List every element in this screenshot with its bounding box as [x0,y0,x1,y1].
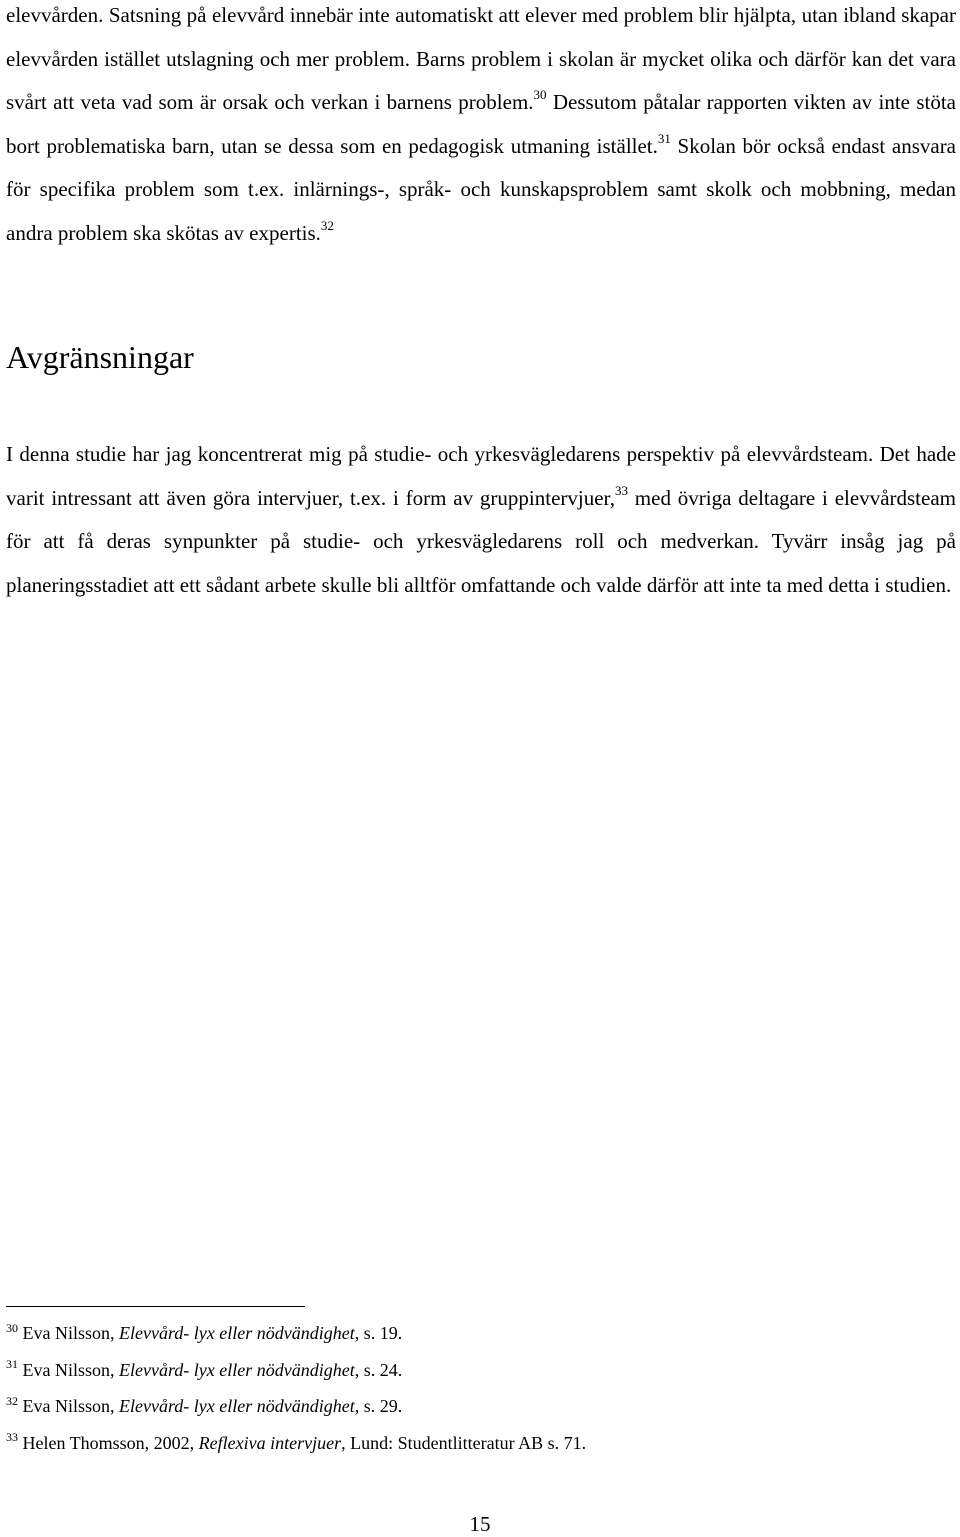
paragraph-text: med övriga deltagare i elevvårdsteam för att få deras synpunkter på studie- och yrkesvägledarens roll och medverkan. Tyvärr insåg jag på planeringsstadiet att ett sådant arbete skulle bli alltför omfattande och valde därför att inte ta med detta i studien. [6,485,956,597]
footnote-title: Elevvård- lyx eller nödvändighet [119,1323,355,1343]
paragraph-text: Dessutom påtalar rapporten vikten av inte stöta bort problematiska barn, utan se dessa som en pedagogisk utmaning istället. [6,90,956,158]
page-number: 15 [469,1512,491,1536]
footnote-title: Reflexiva intervjuer [198,1432,342,1453]
footnote-reference[interactable]: 30 [533,87,547,103]
footnote-item [6,1318,946,1355]
footnote-item [6,1428,946,1465]
footnote-detail: , s. 19. [354,1323,403,1343]
footnote-detail: , s. 29. [354,1396,403,1416]
footnote-reference[interactable]: 32 [320,217,334,233]
footnote-author: Eva Nilsson, [22,1359,119,1380]
footnote-number: 31 [6,1357,18,1372]
paragraph-text: I denna studie har jag koncentrerat mig på studie- och yrkesvägledarens perspektiv på elevvårdsteam. Det hade varit intressant att även göra intervjuer, t.ex. i form av gruppintervjuer, [6,442,956,510]
footnote-number: 33 [6,1430,18,1445]
footnote-item [6,1355,946,1392]
section-heading: Avgränsningar [6,339,194,375]
footnote-author: Eva Nilsson, [22,1396,119,1416]
footnote-reference[interactable]: 31 [657,130,671,146]
footnote-divider [6,1306,305,1307]
footnote-number: 32 [6,1393,18,1408]
footnote-detail: , Lund: Studentlitteratur AB s. 71. [341,1432,587,1453]
footnote-author: Helen Thomsson, 2002, [22,1432,199,1453]
footnote-reference[interactable]: 33 [614,482,628,498]
footnote-item [6,1391,946,1428]
body-paragraph [6,433,956,607]
footnotes-list [6,1318,946,1464]
paragraph-text: elevvården. Satsning på elevvård innebär inte automatiskt att elever med problem blir hjälpta, utan ibland skapar elevvården istället utslagning och mer problem. Barns problem i skolan är mycket olika och därför kan det vara svårt att veta vad som är orsak och verkan i barnens problem. [6,3,956,114]
body-paragraph [6,0,956,255]
paragraph-text: Skolan bör också endast ansvara för specifika problem som t.ex. inlärnings-, språk- och kunskapsproblem samt skolk och mobbning, medan andra problem ska skötas av expertis. [6,133,957,245]
footnote-author: Eva Nilsson, [22,1323,119,1343]
footnote-title: Elevvård- lyx eller nödvändighet [119,1396,355,1416]
footnote-detail: , s. 24. [354,1359,403,1380]
footnote-number: 30 [6,1320,18,1335]
footnote-title: Elevvård- lyx eller nödvändighet [119,1359,355,1380]
